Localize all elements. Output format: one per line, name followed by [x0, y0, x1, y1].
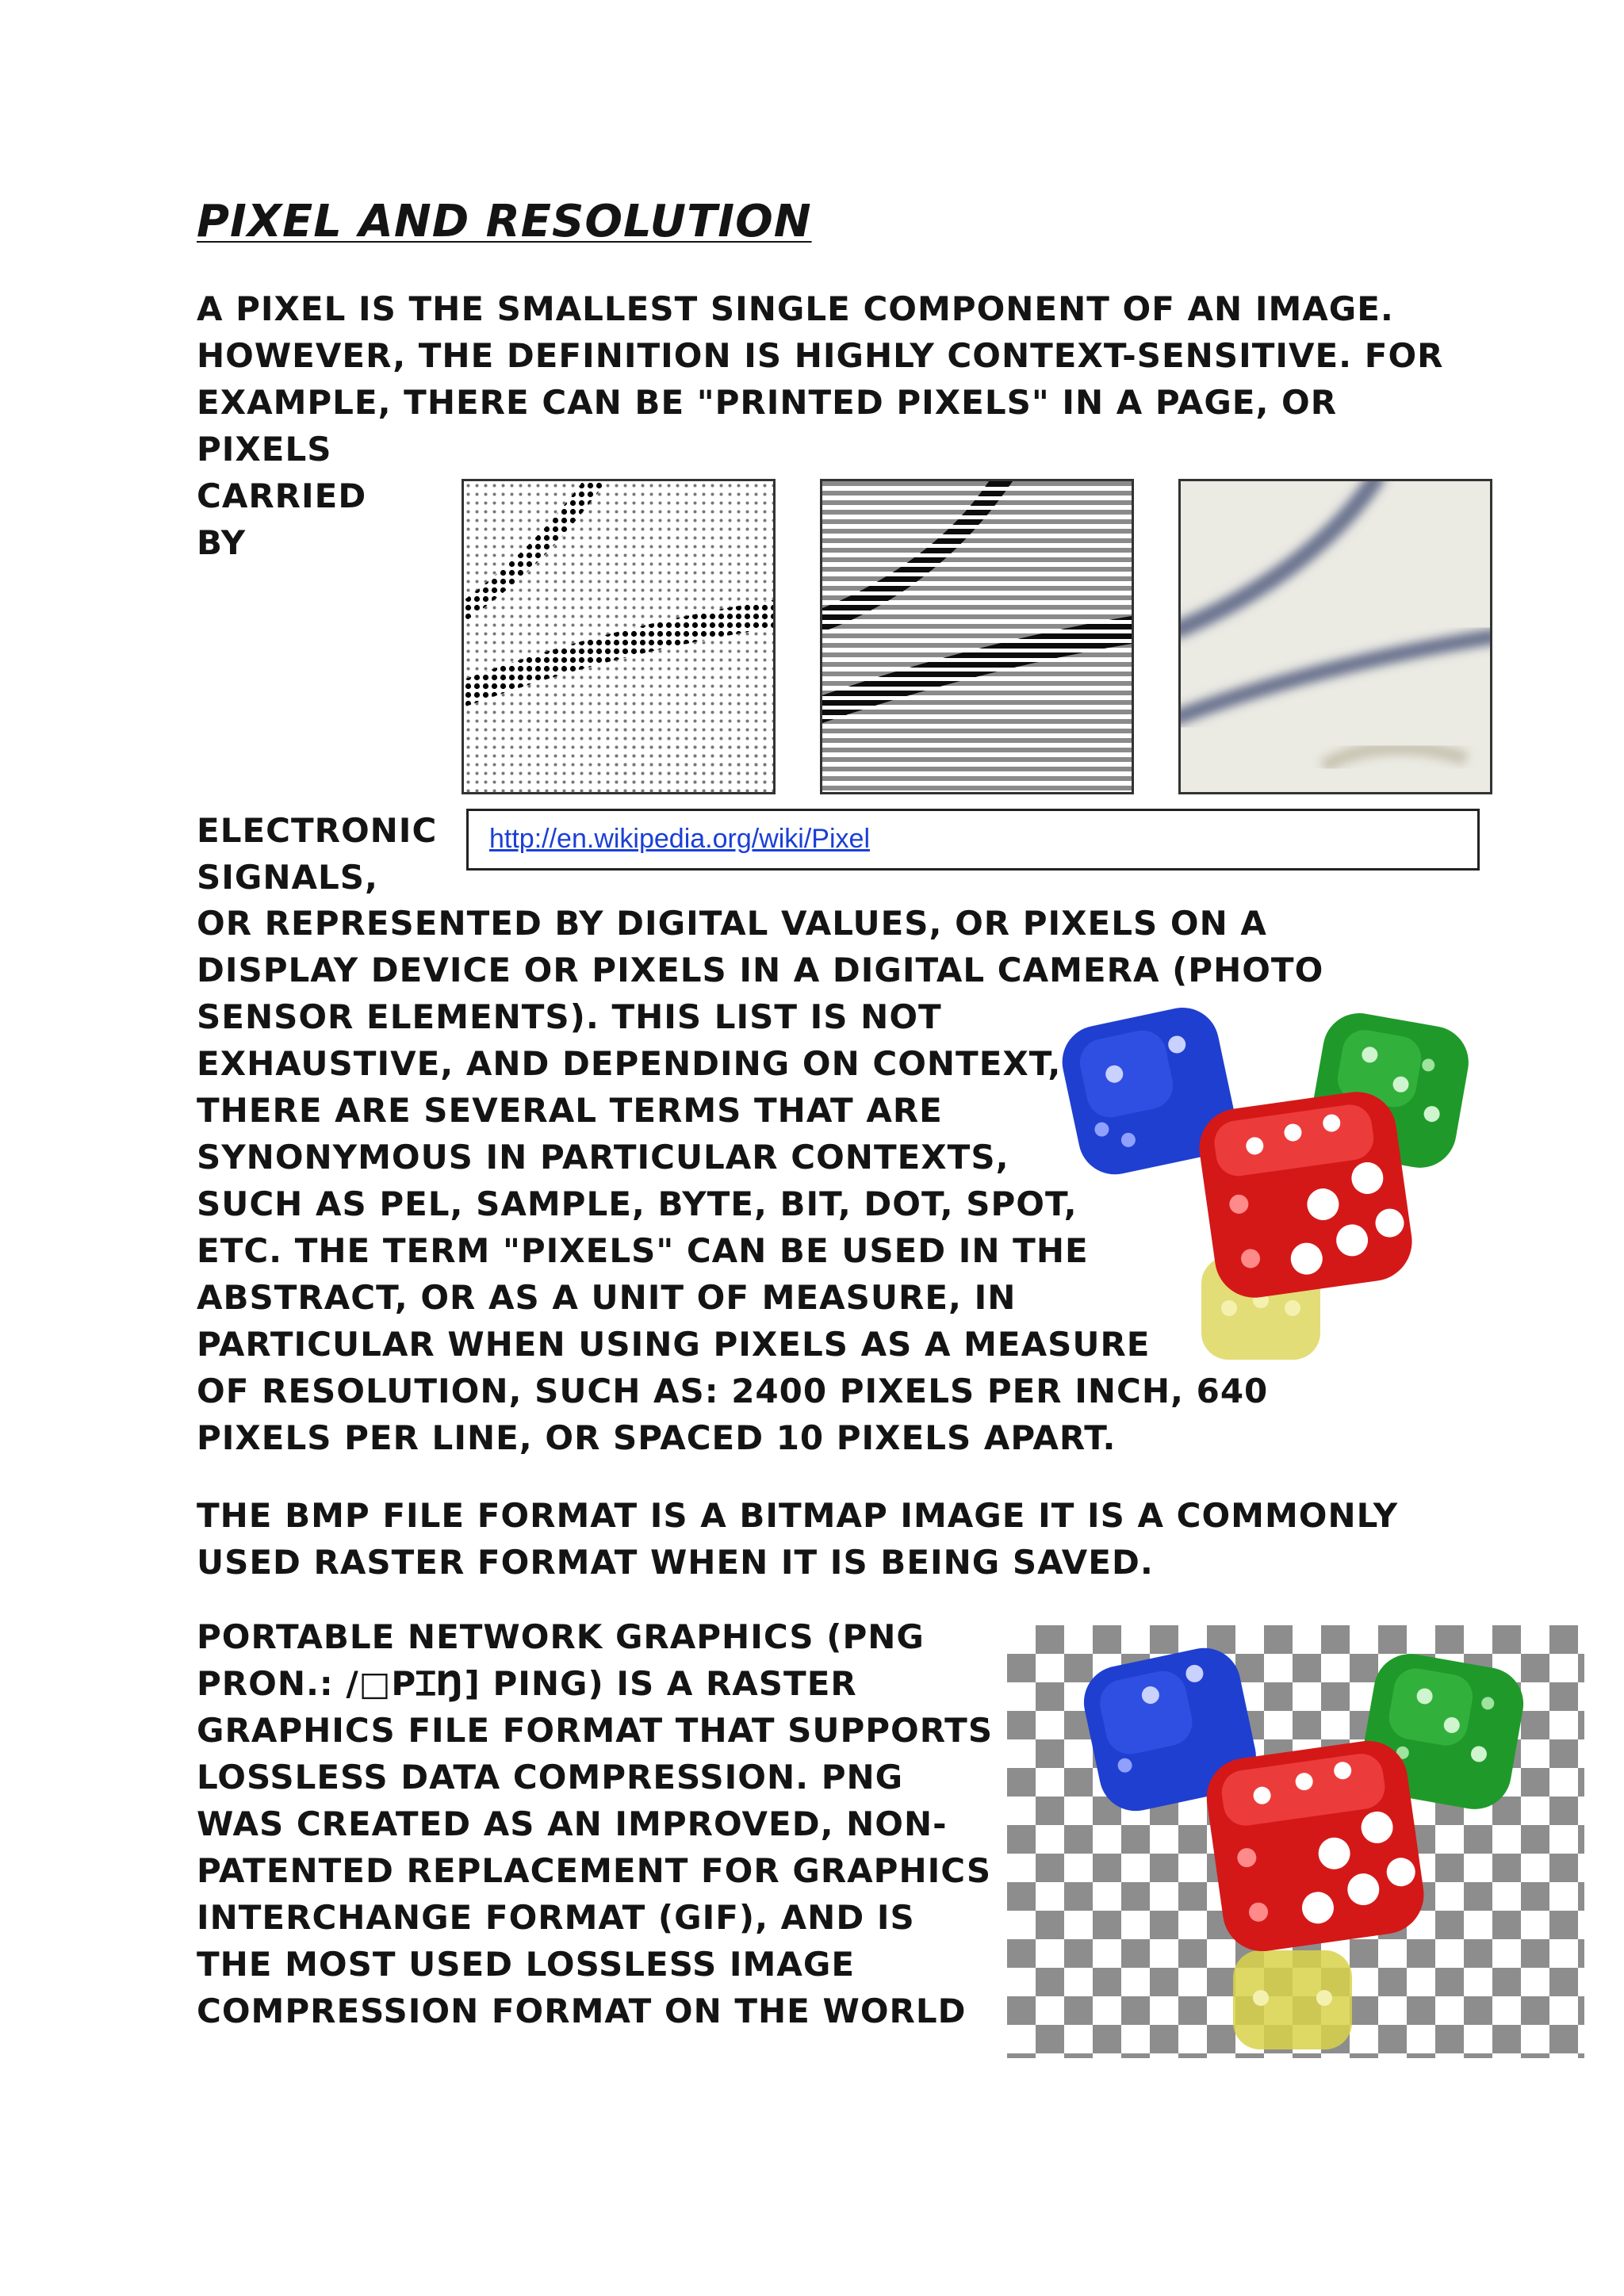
continuous-tone-image: [1178, 479, 1492, 794]
blurred-curves-graphic: [1181, 481, 1490, 792]
text-line: USED RASTER FORMAT WHEN IT IS BEING SAVED.: [197, 1543, 1154, 1582]
scanline-pixels-image: [820, 479, 1134, 794]
text-line: ABSTRACT, OR AS A UNIT OF MEASURE, IN: [197, 1278, 1017, 1317]
text-line: SENSOR ELEMENTS). THIS LIST IS NOT: [197, 997, 942, 1036]
text-line: PRON.: /□PꞮŊ] PING) IS A RASTER: [197, 1664, 857, 1703]
text-line: LOSSLESS DATA COMPRESSION. PNG: [197, 1758, 904, 1797]
text-line: WAS CREATED AS AN IMPROVED, NON-: [197, 1804, 948, 1843]
text-line: ELECTRONIC: [197, 811, 438, 850]
yellow-die: [1233, 1950, 1352, 2049]
text-line: THE MOST USED LOSSLESS IMAGE: [197, 1945, 856, 1984]
text-line: INTERCHANGE FORMAT (GIF), AND IS: [197, 1898, 915, 1937]
text-line: HOWEVER, THE DEFINITION IS HIGHLY CONTEXT-SENSITIVE. FOR: [197, 336, 1444, 375]
text-line: ETC. THE TERM "PIXELS" CAN BE USED IN THE: [197, 1231, 1089, 1270]
intro-paragraph-continued: [197, 807, 437, 901]
transparent-dice-image: [1007, 1625, 1584, 2058]
text-line: DISPLAY DEVICE OR PIXELS IN A DIGITAL CAMERA (PHOTO: [197, 951, 1324, 989]
page-title: PIXEL AND RESOLUTION: [197, 196, 812, 247]
text-line: BY: [197, 523, 247, 562]
text-line: GRAPHICS FILE FORMAT THAT SUPPORTS: [197, 1711, 994, 1750]
dice-graphic: [1047, 995, 1491, 1376]
printed-pixels-image: [462, 479, 776, 794]
text-line: PORTABLE NETWORK GRAPHICS (PNG: [197, 1617, 925, 1656]
text-line: SIGNALS,: [197, 858, 378, 897]
text-line: OR REPRESENTED BY DIGITAL VALUES, OR PIXELS ON A: [197, 904, 1267, 943]
text-line: EXAMPLE, THERE CAN BE "PRINTED PIXELS" IN A PAGE, OR: [197, 383, 1338, 422]
scanline-graphic: [822, 481, 1132, 792]
text-line: PATENTED REPLACEMENT FOR GRAPHICS: [197, 1851, 992, 1890]
text-line: CARRIED: [197, 476, 367, 515]
text-line: A PIXEL IS THE SMALLEST SINGLE COMPONENT OF AN IMAGE.: [197, 289, 1394, 328]
text-line: SYNONYMOUS IN PARTICULAR CONTEXTS,: [197, 1138, 1009, 1177]
png-paragraph: [197, 1613, 993, 2034]
text-line: COMPRESSION FORMAT ON THE WORLD: [197, 1992, 967, 2030]
bmp-paragraph: [197, 1492, 1398, 1586]
text-line: PIXELS PER LINE, OR SPACED 10 PIXELS APART.: [197, 1418, 1116, 1457]
dice-image: [1047, 995, 1491, 1376]
text-line: SUCH AS PEL, SAMPLE, BYTE, BIT, DOT, SPOT,: [197, 1184, 1078, 1223]
text-line: THE BMP FILE FORMAT IS A BITMAP IMAGE IT IS A COMMONLY: [197, 1496, 1399, 1535]
text-line: EXHAUSTIVE, AND DEPENDING ON CONTEXT,: [197, 1044, 1062, 1083]
text-line: PARTICULAR WHEN USING PIXELS AS A MEASURE: [197, 1325, 1151, 1364]
wikipedia-link[interactable]: http://en.wikipedia.org/wiki/Pixel: [489, 824, 871, 854]
text-line: PIXELS: [197, 430, 332, 469]
text-line: OF RESOLUTION, SUCH AS: 2400 PIXELS PER INCH, 640: [197, 1372, 1269, 1410]
dice-on-checkerboard-graphic: [1007, 1625, 1584, 2058]
halftone-dots-graphic: [464, 481, 773, 792]
red-die: [1201, 1735, 1429, 1956]
source-link-box: [466, 809, 1480, 871]
red-die: [1194, 1087, 1417, 1303]
text-line: THERE ARE SEVERAL TERMS THAT ARE: [197, 1091, 943, 1130]
